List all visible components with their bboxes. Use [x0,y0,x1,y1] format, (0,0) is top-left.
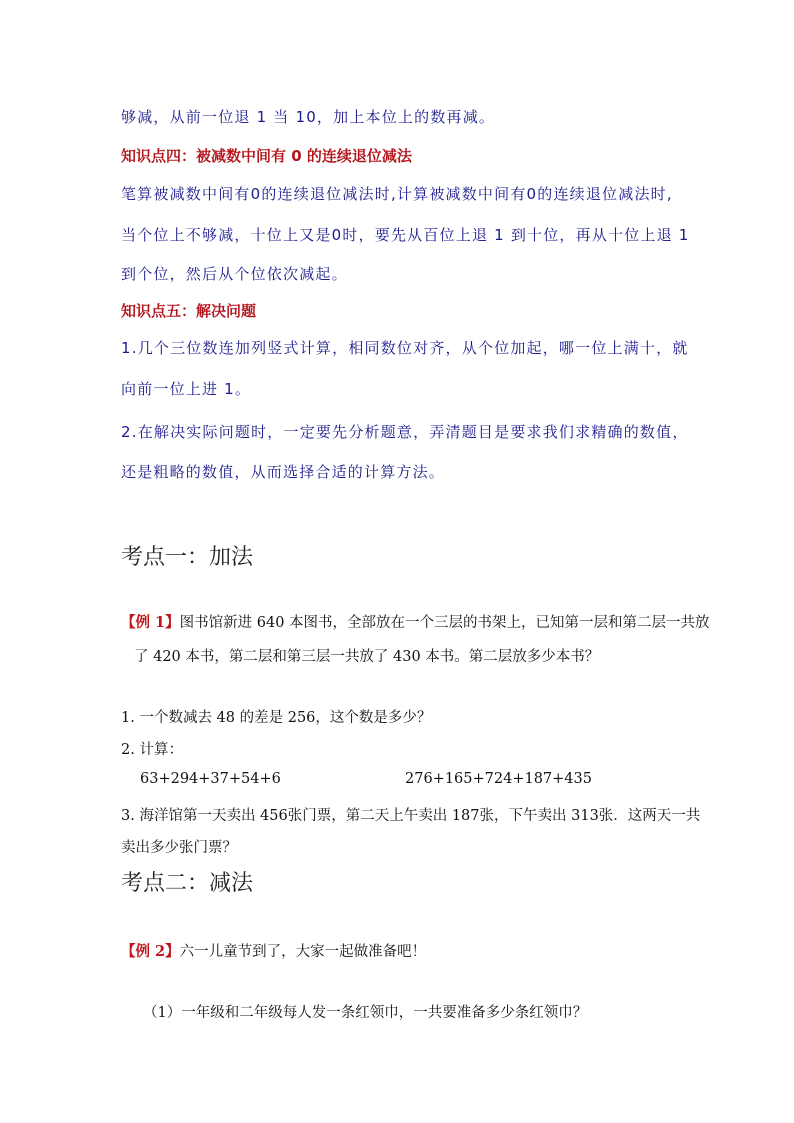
calc-left: 63+294+37+54+6 [140,771,281,787]
exam2-heading: 考点二：减法 [121,871,254,896]
example-1-line-2: 了 420 本书，第二层和第三层一共放了 430 本书。第二层放多少本书？ [134,649,600,665]
question-3-line-1: 3. 海洋馆第一天卖出 456张门票，第二天上午卖出 187张，下午卖出 313张．这两天一共 [121,808,701,824]
exam1-heading: 考点一：加法 [121,545,254,570]
question-3-line-2: 卖出多少张门票？ [121,840,237,856]
question-2: 2. 计算： [121,742,183,758]
example-1-line-1 [121,611,710,632]
kp5-title: 知识点五：解决问题 [121,302,257,320]
example-2-text: 六一儿童节到了，大家一起做准备吧！ [179,944,427,960]
intro-line: 够减，从前一位退 1 当 10，加上本位上的数再减。 [121,108,496,126]
example-2-tag: 【例 2】 [121,943,180,960]
question-1: 1. 一个数减去 48 的差是 256，这个数是多少？ [121,710,432,726]
calc-right: 276+165+724+187+435 [405,771,592,787]
kp4-line-3: 到个位，然后从个位依次减起。 [121,265,348,283]
example-1-tag: 【例 1】 [121,614,180,631]
kp5-line-1: 1.几个三位数连加列竖式计算，相同数位对齐，从个位加起，哪一位上满十，就 [121,339,689,357]
kp4-title: 知识点四：被减数中间有 0 的连续退位减法 [121,147,412,165]
example-2-sub-1: （1）一年级和二年级每人发一条红领巾，一共要准备多少条红领巾？ [143,1005,588,1021]
example-1-text: 图书馆新进 640 本图书，全部放在一个三层的书架上，已知第一层和第二层一共放 [179,615,710,631]
kp5-line-3: 2.在解决实际问题时，一定要先分析题意，弄清题目是要求我们求精确的数值， [121,423,689,441]
kp4-line-1: 笔算被减数中间有0的连续退位减法时,计算被减数中间有0的连续退位减法时, [121,185,673,203]
kp4-line-2: 当个位上不够减，十位上又是0时，要先从百位上退 1 到十位，再从十位上退 1 [121,226,690,244]
example-2-line [121,940,426,961]
kp5-line-4: 还是粗略的数值，从而选择合适的计算方法。 [121,463,446,481]
kp5-line-2: 向前一位上进 1。 [121,380,252,398]
